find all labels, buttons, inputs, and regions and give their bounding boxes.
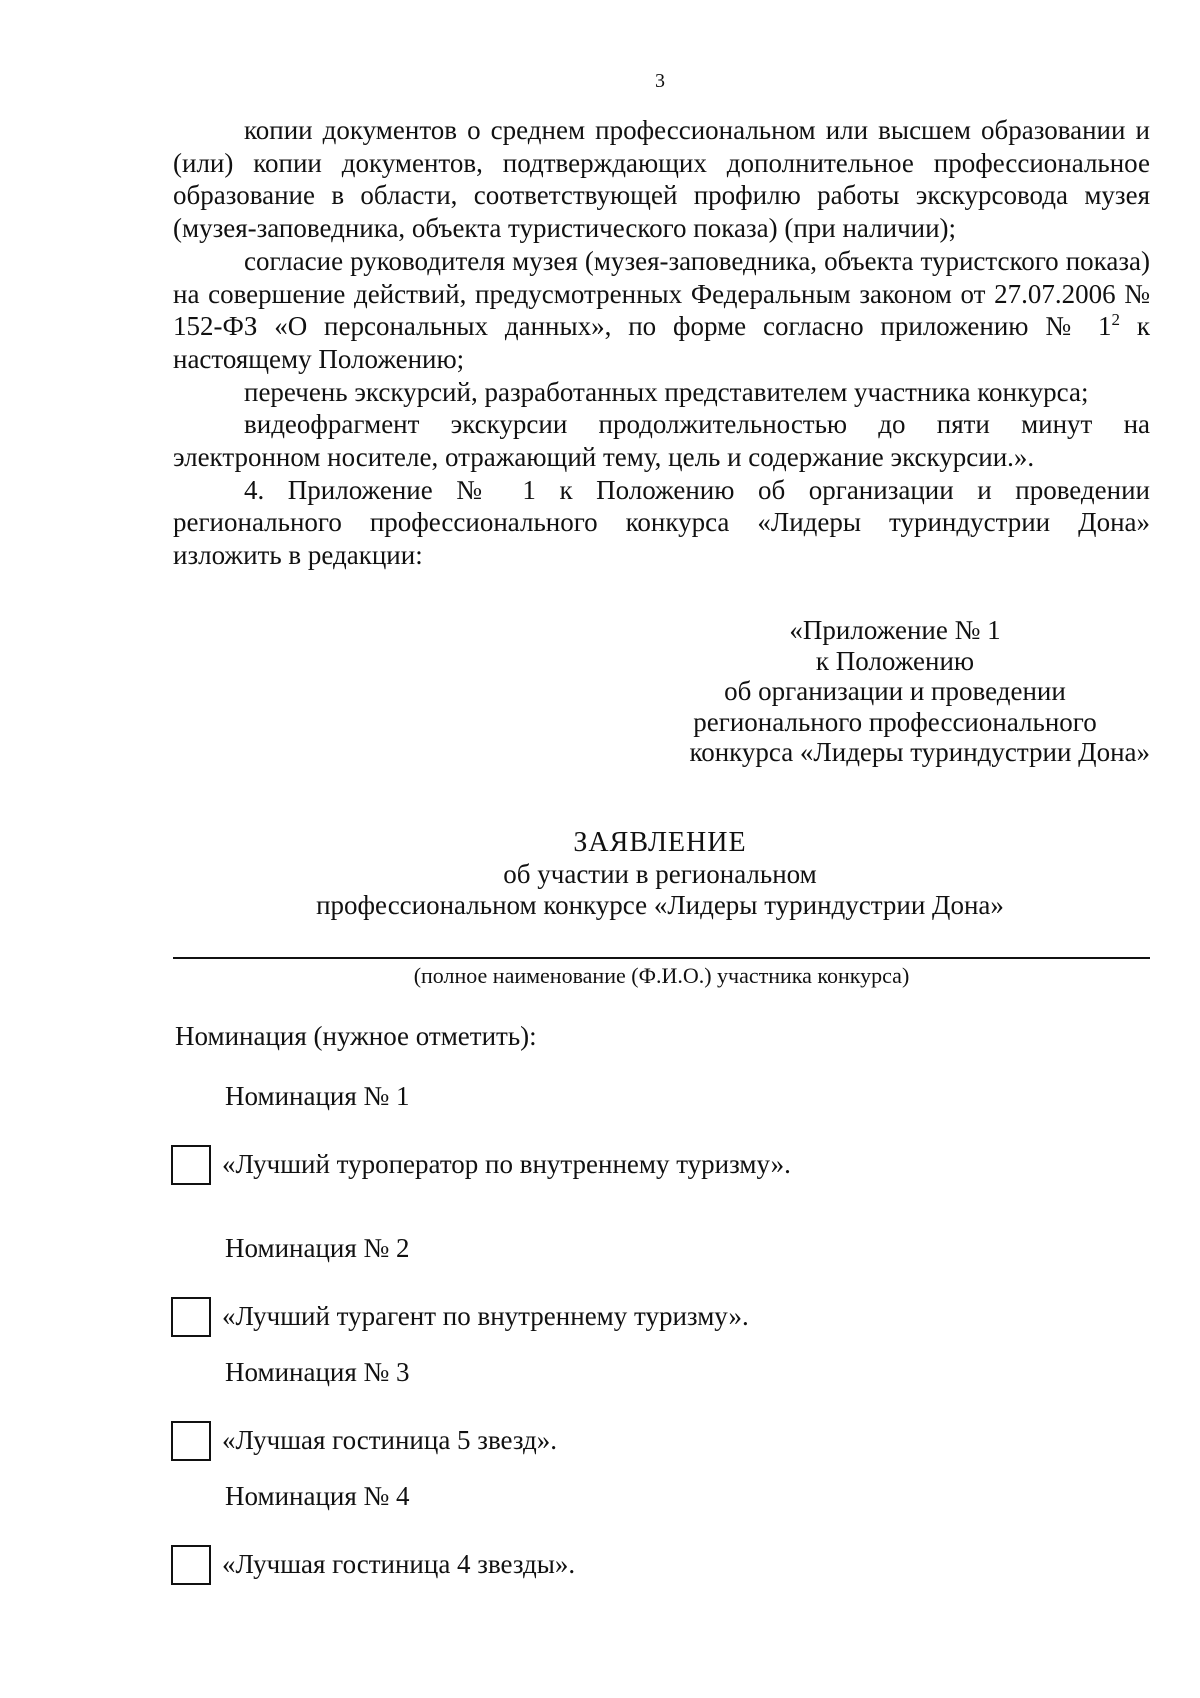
nomination-1-label: «Лучший туроператор по внутреннему туризму».	[222, 1149, 791, 1179]
participant-name-caption: (полное наименование (Ф.И.О.) участника конкурса)	[413, 963, 910, 988]
appendix-line-5: конкурса «Лидеры туриндустрии Дона»	[689, 737, 1150, 767]
paragraph-amendment-4: 4. Приложение № 1 к Положению об организации и проведении регионального профессионального конкурса «Лидеры туриндустрии Дона» изложить в редакции:	[173, 474, 1150, 571]
application-subtitle-2: профессиональном конкурсе «Лидеры туриндустрии Дона»	[316, 889, 1004, 920]
nomination-3-heading: Номинация № 3	[225, 1357, 410, 1387]
nomination-4-label: «Лучшая гостиница 4 звезды».	[222, 1549, 576, 1579]
nomination-1-checkbox[interactable]	[171, 1145, 211, 1185]
appendix-line-1: «Приложение № 1	[789, 615, 1001, 645]
application-subtitle-1: об участии в региональном	[503, 859, 817, 889]
page-number: 3	[655, 70, 665, 92]
nomination-1-heading: Номинация № 1	[225, 1081, 410, 1111]
nomination-3-checkbox[interactable]	[171, 1421, 211, 1461]
paragraph-education-documents: копии документов о среднем профессиональном или высшем образовании и (или) копии документов, подтверждающих дополнительное профессиональное образование в области, соответствующей профилю работы экскурсовода музея (музея-заповедника, объекта туристического показа) (при наличии);	[173, 115, 1150, 244]
appendix-line-2: к Положению	[815, 645, 975, 676]
footnote-superscript: 2	[1111, 310, 1121, 330]
nomination-lead: Номинация (нужное отметить):	[175, 1021, 537, 1051]
appendix-line-3: об организации и проведении	[724, 676, 1066, 706]
nomination-1-option[interactable]	[171, 1144, 791, 1185]
consent-text-end: к настоящему Положению;	[173, 311, 1150, 374]
paragraph-video-fragment: видеофрагмент экскурсии продолжительностью до пяти минут на электронном носителе, отражающий тему, цель и содержание экскурсии.».	[173, 409, 1150, 473]
paragraph-consent	[173, 245, 1150, 376]
nomination-2-checkbox[interactable]	[171, 1297, 211, 1337]
nomination-4-checkbox[interactable]	[171, 1545, 211, 1585]
nomination-4-heading: Номинация № 4	[225, 1481, 410, 1511]
participant-name-line[interactable]	[173, 957, 1150, 959]
nomination-3-option[interactable]	[171, 1420, 557, 1461]
appendix-line-4: регионального профессионального	[693, 706, 1097, 737]
application-title: ЗАЯВЛЕНИЕ	[573, 827, 747, 858]
nomination-2-heading: Номинация № 2	[225, 1233, 410, 1263]
nomination-3-label: «Лучшая гостиница 5 звезд».	[222, 1425, 558, 1455]
nomination-2-option[interactable]	[171, 1296, 749, 1337]
appendix-header	[640, 615, 1150, 768]
nomination-4-option[interactable]	[171, 1544, 575, 1585]
consent-text: согласие руководителя музея (музея-заповедника, объекта туристского показа) на совершение действий, предусмотренных Федеральным законом от 27.07.2006 № 152-ФЗ «О персональных данных», по форме согласно приложению № 1	[173, 245, 1150, 342]
document-body	[173, 114, 1150, 572]
paragraph-excursion-list: перечень экскурсий, разработанных представителем участника конкурса;	[244, 376, 1089, 407]
nomination-2-label: «Лучший турагент по внутреннему туризму».	[222, 1301, 749, 1331]
application-title-block	[0, 826, 1200, 920]
